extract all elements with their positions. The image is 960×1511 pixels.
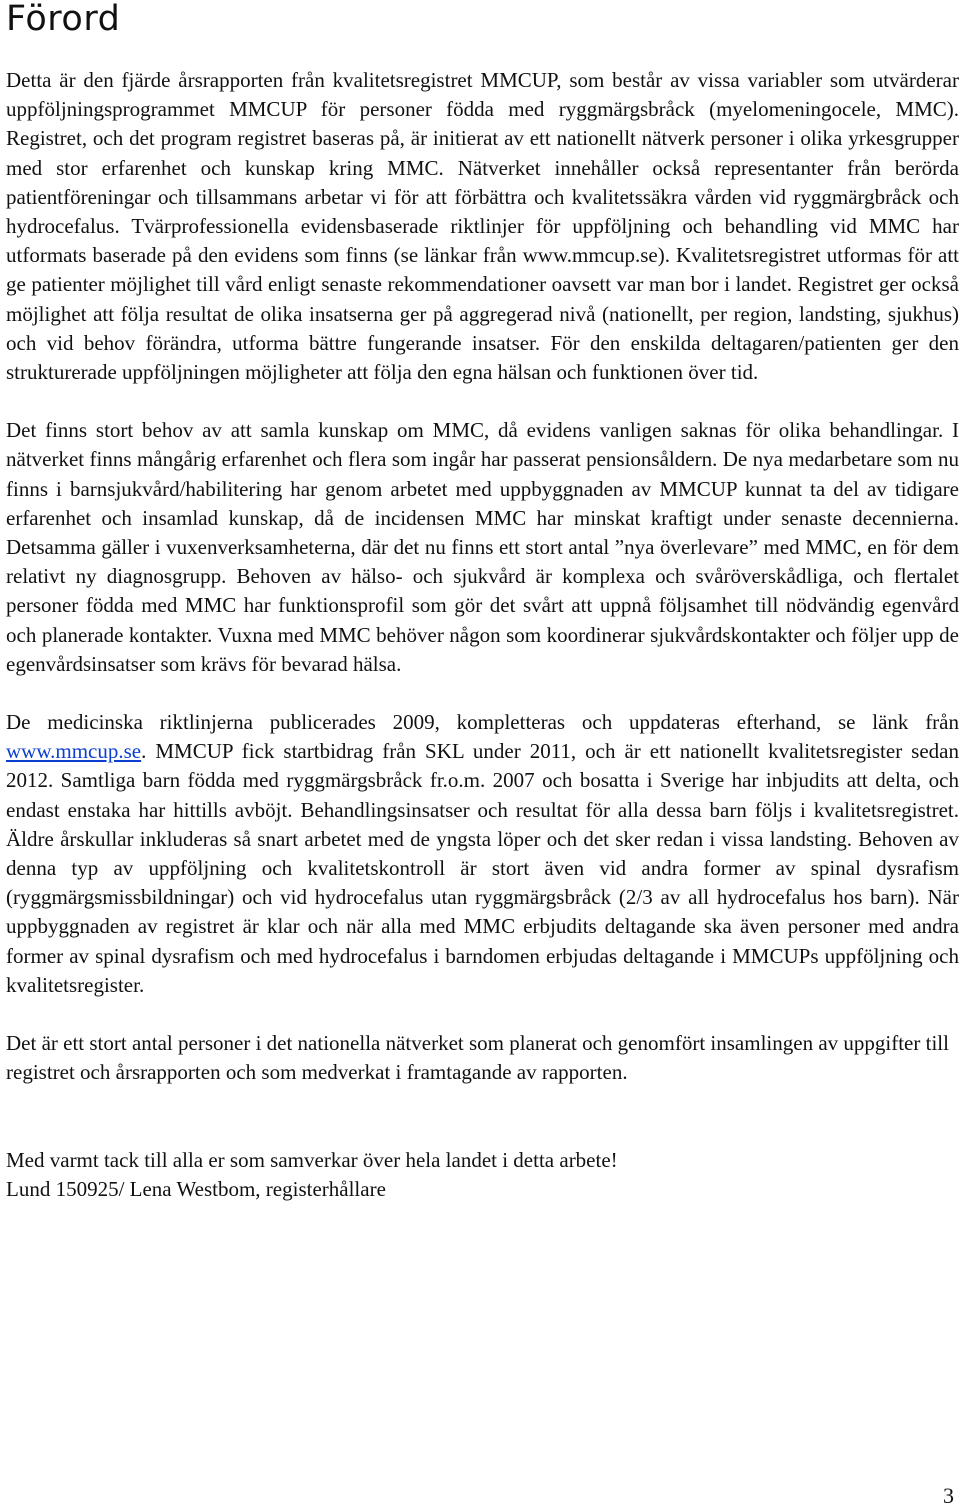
- paragraph-guidelines: [6, 708, 959, 1000]
- paragraph-guidelines-text-end: . MMCUP fick startbidrag från SKL under 2011, och är ett nationellt kvalitetsregister sedan 2012. Samtliga barn födda med ryggmärgsbråck fr.o.m. 2007 och bosatta i Sverige har inbjudits att delta, och endast enstaka har hittills avböjt. Behandlingsinsatser och resultat för alla dessa barn följs i kvalitetsregistret. Äldre årskullar inkluderas så snart arbetet med de yngsta löper och det sker redan i vissa landsting. Behoven av denna typ av uppföljning och kvalitetskontroll är stort även vid andra former av spinal dysrafism (ryggmärgsmissbildningar) och vid hydrocefalus utan ryggmärgsbråck (2/3 av all hydrocefalus hos barn). När uppbyggnaden av registret är klar och när alla med MMC erbjudits deltagande ska även personer med andra former av spinal dysrafism och med hydrocefalus i barndomen erbjudas deltagande i MMCUPs uppföljning och kvalitetsregister.: [6, 739, 959, 997]
- closing-thanks: Med varmt tack till alla er som samverkar över hela landet i detta arbete!: [6, 1147, 618, 1172]
- mmcup-website-link[interactable]: www.mmcup.se: [6, 739, 142, 764]
- closing-signature: Lund 150925/ Lena Westbom, registerhållare: [6, 1176, 386, 1201]
- page-title: Förord: [6, 0, 121, 39]
- page-number: 3: [943, 1483, 954, 1508]
- document-body: [6, 66, 959, 1204]
- paragraph-network: Det är ett stort antal personer i det nationella nätverket som planerat och genomfört insamlingen av uppgifter till registret och årsrapporten och som medverkat i framtagande av rapporten.: [6, 1031, 949, 1085]
- paragraph-intro: Detta är den fjärde årsrapporten från kvalitetsregistret MMCUP, som består av vissa variabler som utvärderar uppföljningsprogrammet MMCUP för personer födda med ryggmärgsbråck (myelomeningocele, MMC). Registret, och det program registret baseras på, är initierat av ett nationellt nätverk personer i olika yrkesgrupper med stor erfarenhet och kunskap kring MMC. Nätverket innehåller också representanter från berörda patientföreningar och tillsammans arbetar vi för att förbättra och kvalitetssäkra vården vid ryggmärgbråck och hydrocefalus. Tvärprofessionella evidensbaserade riktlinjer för uppföljning och behandling vid MMC har utformats baserade på den evidens som finns (se länkar från www.mmcup.se). Kvalitetsregistret utformas för att ge patienter möjlighet till vård enligt senaste rekommendationer oavsett var man bor i landet. Registret ger också möjlighet att följa resultat de olika insatserna ger på aggregerad nivå (nationellt, per region, landsting, sjukhus) och vid behov förändra, utforma bättre fungerande insatser. För den enskilda deltagaren/patienten ger den strukturerade uppföljningen möjligheter att följa den egna hälsan och funktionen över tid.: [6, 68, 959, 385]
- paragraph-guidelines-text-start: De medicinska riktlinjerna publicerades 2009, kompletteras och uppdateras efterhand, se länk från: [6, 710, 959, 735]
- paragraph-knowledge-need: Det finns stort behov av att samla kunskap om MMC, då evidens vanligen saknas för olika behandlingar. I nätverket finns mångårig erfarenhet och flera som ingår har passerat pensionsåldern. De nya medarbetare som nu finns i barnsjukvård/habilitering har genom arbetet med uppbyggnaden av MMCUP kunnat ta del av tidigare erfarenhet och insamlad kunskap, då de incidensen MMC har minskat kraftigt under senaste decennierna. Detsamma gäller i vuxenverksamheterna, där det nu finns ett stort antal ”nya överlevare” med MMC, en för dem relativt ny diagnosgrupp. Behoven av hälso- och sjukvård är komplexa och svåröverskådliga, och flertalet personer födda med MMC har funktionsprofil som gör det svårt att uppnå följsamhet till nödvändig egenvård och planerade kontakter. Vuxna med MMC behöver någon som koordinerar sjukvårdskontakter och följer upp de egenvårdsinsatser som krävs för bevarad hälsa.: [6, 418, 959, 676]
- paragraph-spacer: [6, 1088, 959, 1117]
